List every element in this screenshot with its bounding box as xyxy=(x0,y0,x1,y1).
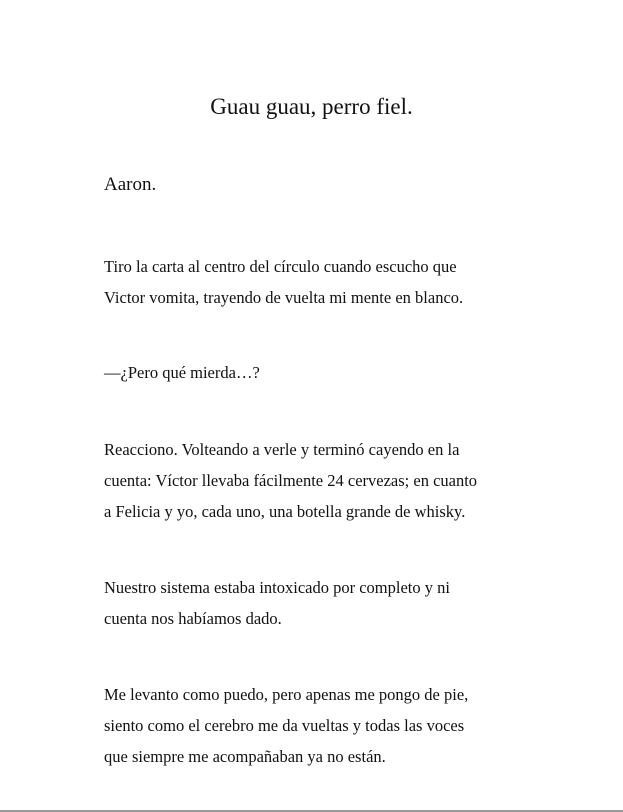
paragraph-line: Me levanto como puedo, pero apenas me pongo de pie, xyxy=(104,685,469,704)
paragraph-line: siento como el cerebro me da vueltas y todas las voces xyxy=(104,716,465,735)
paragraph-line: —¿Pero qué mierda…? xyxy=(104,363,260,382)
paragraph-3 xyxy=(104,434,534,527)
paragraph-line: Victor vomita, trayendo de vuelta mi mente en blanco. xyxy=(104,288,464,307)
story-title: Guau guau, perro fiel. xyxy=(210,94,413,119)
paragraph-line: cuenta: Víctor llevaba fácilmente 24 cervezas; en cuanto xyxy=(104,471,478,490)
paragraph-1 xyxy=(104,251,534,313)
paragraph-line: que siempre me acompañaban ya no están. xyxy=(104,747,386,766)
paragraph-line: Nuestro sistema estaba intoxicado por completo y ni xyxy=(104,578,450,597)
paragraph-2 xyxy=(104,357,534,388)
paragraph-line: cuenta nos habíamos dado. xyxy=(104,609,282,628)
paragraph-5 xyxy=(104,679,534,772)
paragraph-line: a Felicia y yo, cada uno, una botella grande de whisky. xyxy=(104,502,466,521)
chapter-heading: Aaron. xyxy=(104,174,157,195)
paragraph-line: Reacciono. Volteando a verle y terminó cayendo en la xyxy=(104,440,460,459)
paragraph-4 xyxy=(104,572,534,634)
paragraph-line: Tiro la carta al centro del círculo cuando escucho que xyxy=(104,257,457,276)
